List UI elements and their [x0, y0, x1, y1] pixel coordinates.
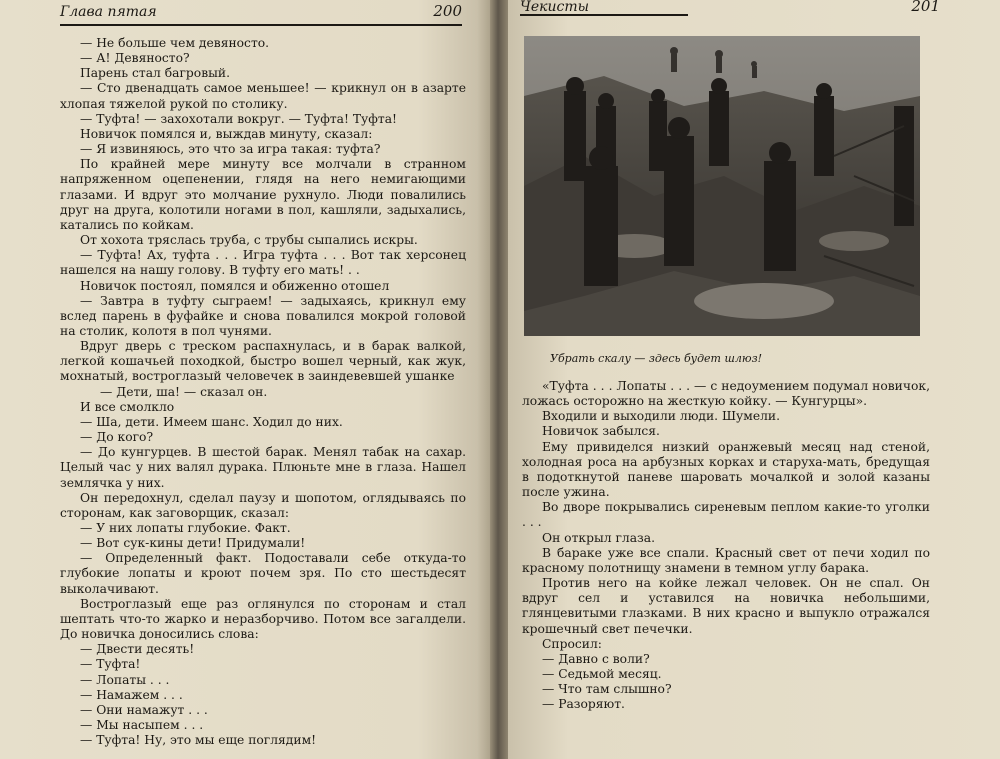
paragraph: Входили и выходили люди. Шумели. — [542, 409, 781, 424]
paragraph: — Я извиняюсь, это что за игра такая: туфта? — [80, 142, 381, 157]
paragraph: — Туфта! Ах, туфта . . . Игра туфта . . . Вот так херсонец нашелся на нашу голову. В туфту его мать! . . — [60, 248, 466, 278]
paragraph: — Вот сук-кины дети! Придумали! — [80, 536, 306, 551]
paragraph: По крайней мере минуту все молчали в странном напряженном оцепенении, глядя на него немигающими глазами. И вдруг это молчание рухнуло. Люди повалились друг на друга, колотили ногами в пол, кашляли, задыхались, катались по койкам. — [60, 157, 466, 232]
paragraph: — Сто двенадцать самое меньшее! — крикнул он в азарте хлопая тяжелой рукой по столику. — [60, 81, 466, 111]
section-title: Чекисты — [520, 0, 590, 15]
paragraph: Востроглазый еще раз оглянулся по сторонам и стал шептать что-то жарко и неразборчиво. Потом все загалдели. До новичка доносились слова: — [60, 596, 466, 642]
paragraph: — До кунгурцев. В шестой барак. Менял табак на сахар. Целый час у них валял дурака. Плюньте мне в глаза. Нашел землячка у них. — [60, 445, 466, 490]
paragraph: — Давно с воли? — [542, 651, 650, 666]
left-body-text — [60, 36, 466, 748]
right-body-text — [522, 379, 930, 712]
paragraph: Новичок забылся. — [542, 424, 660, 439]
chapter-title: Глава пятая — [60, 4, 157, 20]
right-page-number: 201 — [911, 0, 940, 15]
paragraph: — Разоряют. — [542, 697, 625, 712]
paragraph: — Определенный факт. Подоставали себе откуда-то глубокие лопаты и кроют почем зря. По сто шестьдесят выколачивают. — [60, 551, 466, 596]
right-running-header — [520, 0, 940, 24]
right-page — [492, 0, 1000, 759]
paragraph: — Двести десять! — [80, 642, 195, 657]
paragraph: — Они намажут . . . — [80, 702, 208, 717]
paragraph: — Туфта! — [80, 657, 141, 672]
quarry-photo — [524, 36, 920, 336]
paragraph: — Ша, дети. Имеем шанс. Ходил до них. — [80, 414, 343, 429]
paragraph: От хохота тряслась труба, с трубы сыпались искры. — [80, 233, 418, 248]
paragraph: Против него на койке лежал человек. Он не спал. Он вдруг сел и уставился на новичка небольшими, глянцевитыми глазками. В них красно и выпукло отражался крошечный свет печечки. — [522, 576, 930, 636]
left-page — [0, 0, 492, 759]
book-gutter — [490, 0, 508, 759]
paragraph: Парень стал багровый. — [80, 66, 231, 81]
paragraph: — До кого? — [80, 430, 154, 445]
paragraph: — Лопаты . . . — [80, 672, 170, 687]
paragraph: Он передохнул, сделал паузу и шопотом, оглядываясь по сторонам, как заговорщик, сказал: — [60, 490, 466, 520]
left-page-number: 200 — [433, 2, 462, 20]
paragraph: — Туфта! — захохотали вокруг. — Туфта! Туфта! — [80, 111, 397, 126]
paragraph: Во дворе покрывались сиреневым пеплом какие-то уголки . . . — [522, 500, 930, 530]
paragraph: Вдруг дверь с треском распахнулась, и в барак валкой, легкой кошачьей походкой, быстро вошел черный, как жук, мохнатый, востроглазый человечек в заиндевевшей ушанке — [60, 339, 466, 384]
paragraph: «Туфта . . . Лопаты . . . — с недоумением подумал новичок, ложась осторожно на жесткую койку. — Кунгурцы». — [522, 379, 930, 409]
paragraph: Ему привиделся низкий оранжевый месяц над стеной, холодная роса на арбузных корках и старуха-мать, бредущая в подоткнутой паневе шаровать мочалкой и золой казаны после ужина. — [522, 439, 930, 500]
paragraph: Спросил: — [542, 636, 602, 651]
paragraph: — Туфта! Ну, это мы еще поглядим! — [80, 733, 317, 748]
paragraph: И все смолкло — [80, 399, 175, 414]
paragraph: — Мы насыпем . . . — [80, 718, 204, 733]
paragraph: — У них лопаты глубокие. Факт. — [80, 521, 291, 535]
paragraph: Новичок помялся и, выждав минуту, сказал: — [80, 126, 373, 141]
photo-caption: Убрать скалу — здесь будет шлюз! — [550, 352, 763, 365]
quarry-photo-image — [524, 36, 920, 336]
paragraph: Он открыл глаза. — [542, 530, 655, 545]
paragraph: — Завтра в туфту сыграем! — задыхаясь, крикнул ему вслед парень в фуфайке и снова повалился мокрой головой на столик, колотя в пол чунями. — [60, 293, 466, 338]
paragraph: — Дети, ша! — сказал он. — [100, 384, 268, 399]
paragraph: В бараке уже все спали. Красный свет от печи ходил по красному полотнищу знамени в темном углу барака. — [522, 545, 930, 575]
left-running-header — [60, 2, 462, 26]
paragraph: — Намажем . . . — [80, 687, 183, 702]
paragraph: — Не больше чем девяносто. — [80, 36, 270, 50]
paragraph: Новичок постоял, помялся и обиженно отошел — [80, 278, 390, 293]
paragraph: — Седьмой месяц. — [542, 666, 662, 681]
paragraph: — Что там слышно? — [542, 682, 672, 697]
paragraph: — А! Девяносто? — [80, 51, 190, 66]
